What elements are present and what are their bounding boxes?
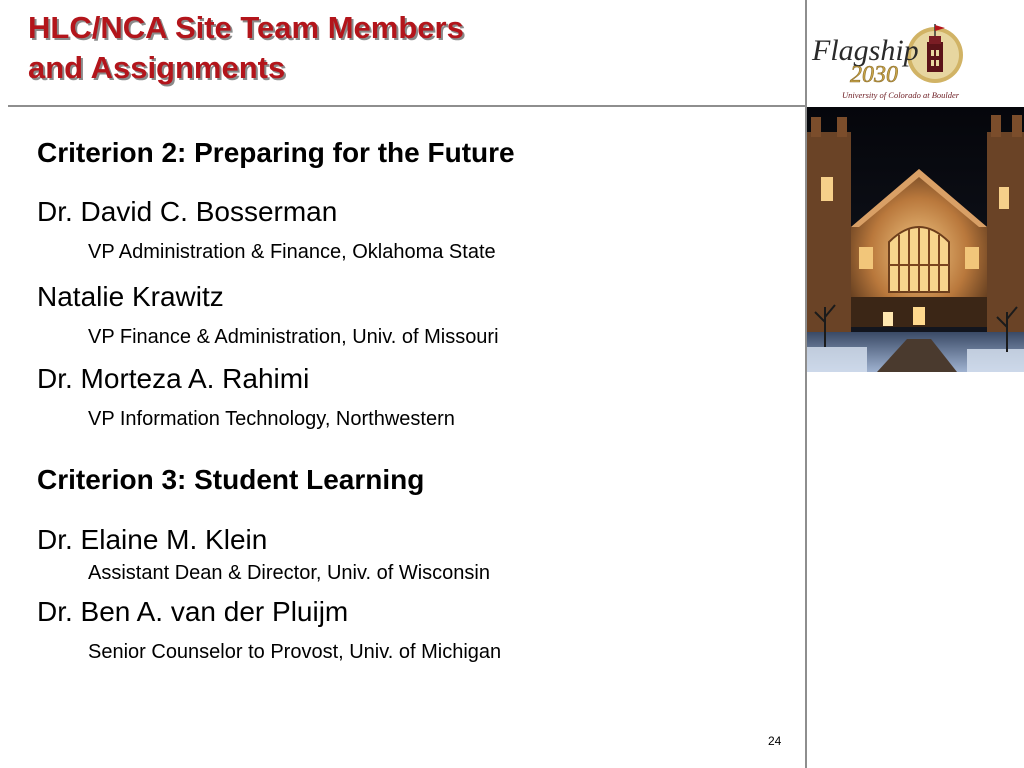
slide-title-line-2: and Assignments <box>28 50 286 85</box>
logo-year: 2030 <box>850 62 898 88</box>
flagship-logo-graphic <box>810 20 970 104</box>
member-name-klein: Dr. Elaine M. Klein <box>37 524 268 555</box>
member-role-krawitz: VP Finance & Administration, Univ. of Missouri <box>88 326 499 348</box>
slide-title-line-1: HLC/NCA Site Team Members <box>28 10 464 45</box>
member-name-rahimi: Dr. Morteza A. Rahimi <box>37 363 310 394</box>
campus-building-illustration <box>807 107 1024 372</box>
logo-subtitle: University of Colorado at Boulder <box>842 90 960 100</box>
criterion-2-heading: Criterion 2: Preparing for the Future <box>37 137 515 168</box>
flagship-2030-logo <box>810 20 970 104</box>
logo-wordmark: Flagship <box>812 34 919 67</box>
member-name-bosserman: Dr. David C. Bosserman <box>37 196 338 227</box>
member-role-rahimi: VP Information Technology, Northwestern <box>88 408 455 430</box>
slide-title <box>28 8 464 88</box>
page-number: 24 <box>768 734 782 748</box>
criterion-3-heading: Criterion 3: Student Learning <box>37 464 425 495</box>
member-role-bosserman: VP Administration & Finance, Oklahoma State <box>88 241 496 263</box>
campus-building-photo <box>807 107 1024 372</box>
member-name-krawitz: Natalie Krawitz <box>37 281 224 312</box>
header-divider <box>8 105 806 107</box>
member-role-klein: Assistant Dean & Director, Univ. of Wisconsin <box>88 562 490 584</box>
member-name-van-der-pluijm: Dr. Ben A. van der Pluijm <box>37 596 349 627</box>
member-role-van-der-pluijm: Senior Counselor to Provost, Univ. of Michigan <box>88 641 502 663</box>
